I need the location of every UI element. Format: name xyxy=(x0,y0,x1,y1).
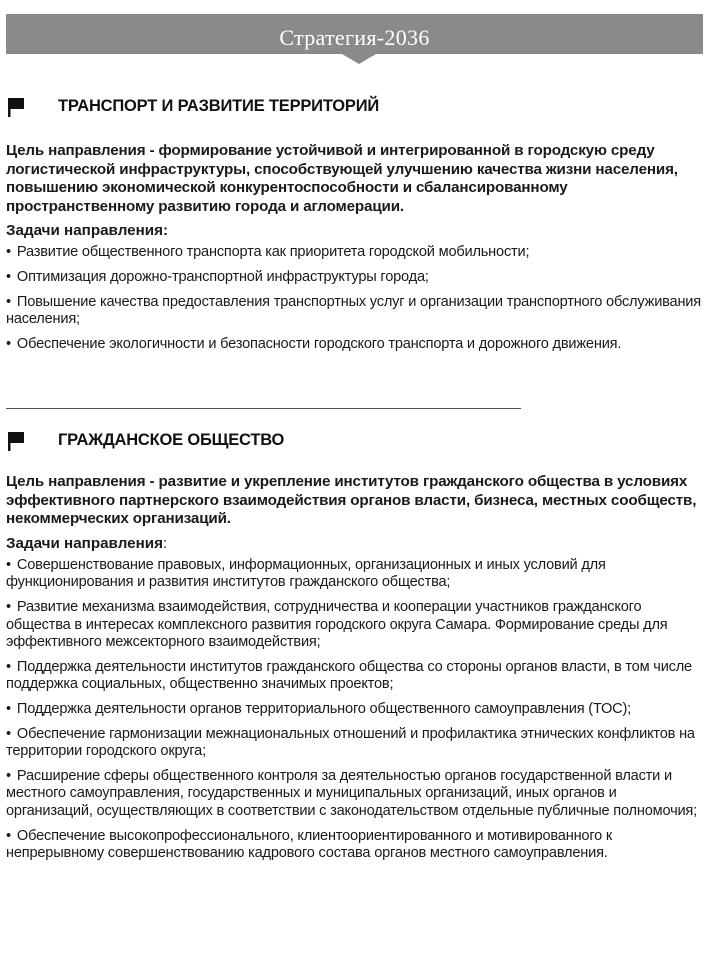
bullet: • xyxy=(6,556,11,573)
tasks-heading xyxy=(6,221,706,240)
bullet: • xyxy=(6,700,11,717)
section-body-civil-society xyxy=(6,473,706,870)
list-item-text: Повышение качества предоставления транспортных услуг и организации транспортного обслуживания населения; xyxy=(6,293,701,328)
section-goal: Цель направления - развитие и укрепление институтов гражданского общества в условиях эффективного партнерского взаимодействия органов власти, бизнеса, местных сообществ, некоммерческих организаций. xyxy=(6,473,697,528)
list-item xyxy=(6,294,706,329)
bullet: • xyxy=(6,725,11,742)
list-item-text: Поддержка деятельности органов территориального общественного самоуправления (ТОС); xyxy=(16,700,632,717)
list-item xyxy=(6,659,706,694)
tasks-heading-label: Задачи направления: xyxy=(6,222,169,240)
flag-icon xyxy=(6,95,28,117)
bullet: • xyxy=(6,293,11,310)
bullet: • xyxy=(6,244,11,261)
list-item xyxy=(6,269,706,287)
bullet: • xyxy=(6,658,11,675)
list-item-text: Обеспечение экологичности и безопасности городского транспорта и дорожного движения. xyxy=(16,335,622,352)
list-item xyxy=(6,726,706,761)
tasks-heading-label: Задачи направления xyxy=(6,534,163,552)
list-item-text: Развитие механизма взаимодействия, сотрудничества и кооперации участников гражданского общества в интересах комплексного развития городского округа Самара. Формирование среды для эффективного межсекторного взаимодействия; xyxy=(6,598,668,651)
section-title: ГРАЖДАНСКОЕ ОБЩЕСТВО xyxy=(58,430,285,449)
list-item xyxy=(6,336,706,354)
bullet: • xyxy=(6,598,11,615)
task-list xyxy=(6,557,706,863)
list-item-text: Обеспечение гармонизации межнациональных отношений и профилактика этнических конфликтов на территории городского округа; xyxy=(6,725,695,760)
bullet: • xyxy=(6,767,11,784)
section-header-civil-society xyxy=(6,428,284,452)
list-item xyxy=(6,244,706,262)
list-item-text: Расширение сферы общественного контроля за деятельностью органов государственной власти и местного самоуправления, государственных и муниципальных организаций, иных органов и организаций, осуществляющих в соответствии с законодательством отдельные публичные полномочия; xyxy=(6,767,697,819)
bullet: • xyxy=(6,335,11,352)
section-header-transport xyxy=(6,94,379,118)
section-goal: Цель направления - формирование устойчивой и интегрированной в городскую среду логистической инфраструктуры, способствующей улучшению качества жизни населения, повышению экономической конкурентоспособности и сбалансированному пространственному развитию города и агломерации. xyxy=(6,142,678,215)
list-item-text: Обеспечение высокопрофессионального, клиентоориентированного и мотивированного к непрерывному совершенствованию кадрового состава органов местного самоуправления. xyxy=(6,827,613,862)
banner-title: Стратегия-2036 xyxy=(279,25,430,50)
list-item xyxy=(6,557,706,592)
flag-icon xyxy=(6,429,28,451)
list-item-text: Поддержка деятельности институтов гражданского общества со стороны органов власти, в том числе поддержка социальных, общественно значимых проектов; xyxy=(6,658,692,693)
list-item-text: Оптимизация дорожно-транспортной инфраструктуры города; xyxy=(16,268,429,285)
list-item-text: Совершенствование правовых, информационных, организационных и иных условий для функционирования и развития институтов гражданского общества; xyxy=(6,556,606,591)
section-title: ТРАНСПОРТ И РАЗВИТИЕ ТЕРРИТОРИЙ xyxy=(58,96,380,115)
list-item xyxy=(6,828,706,863)
header-banner xyxy=(6,14,703,64)
list-item-text: Развитие общественного транспорта как приоритета городской мобильности; xyxy=(16,244,530,261)
bullet: • xyxy=(6,268,11,285)
list-item xyxy=(6,701,706,719)
bullet: • xyxy=(6,827,11,844)
section-divider xyxy=(6,408,521,409)
list-item xyxy=(6,599,706,652)
tasks-heading-colon: : xyxy=(162,534,168,552)
section-body-transport xyxy=(6,142,706,360)
list-item xyxy=(6,768,706,821)
tasks-heading xyxy=(6,534,706,553)
task-list xyxy=(6,244,706,353)
